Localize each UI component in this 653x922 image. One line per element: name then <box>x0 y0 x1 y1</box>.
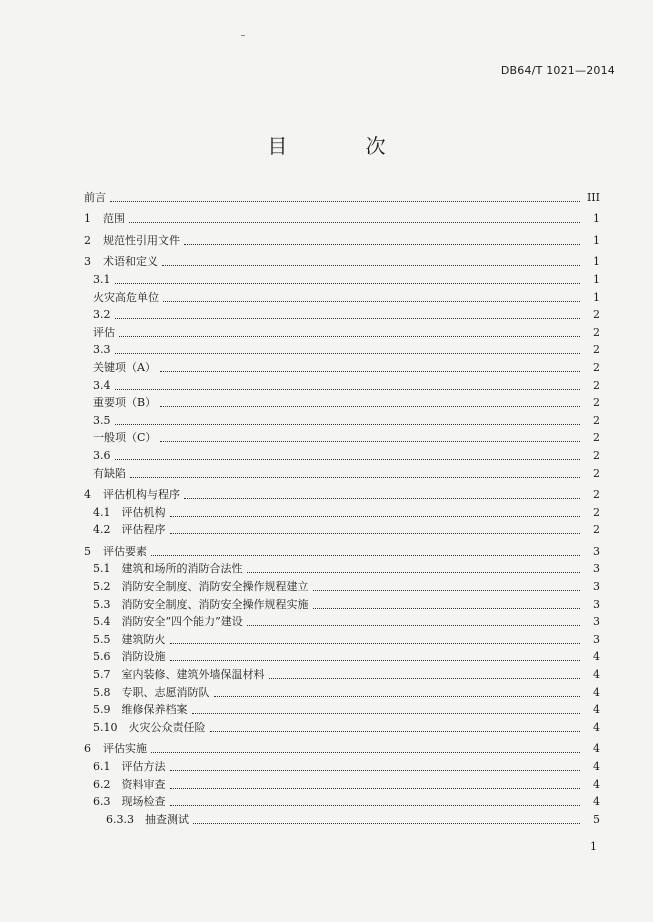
toc-entry-title: 评估方法 <box>121 760 166 773</box>
toc-entry-page: 4 <box>593 703 600 717</box>
toc-entry-title: 评估实施 <box>103 742 147 756</box>
toc-entry-number: 5.10 <box>93 720 118 734</box>
toc-entry[interactable] <box>84 269 600 287</box>
toc-entry-page: 2 <box>593 523 600 537</box>
toc-entry[interactable] <box>84 305 600 323</box>
toc-entry-page: III <box>586 190 600 204</box>
toc-dot-leader <box>115 423 581 425</box>
toc-entry[interactable] <box>84 700 600 718</box>
toc-entry-title: 消防安全“四个能力”建设 <box>121 615 243 629</box>
toc-dot-leader <box>151 751 580 753</box>
toc-entry-number: 5.8 <box>93 685 111 699</box>
toc-entry-title: 前言 <box>84 190 106 204</box>
toc-entry[interactable] <box>84 664 600 682</box>
toc-dot-leader <box>192 712 581 714</box>
toc-dot-leader <box>170 804 581 806</box>
toc-entry[interactable] <box>84 322 600 340</box>
toc-dot-leader <box>130 476 580 478</box>
toc-entry[interactable] <box>84 809 600 827</box>
toc-dot-leader <box>170 642 581 644</box>
toc-entry-title: 评估机构与程序 <box>103 488 180 502</box>
toc-entry[interactable] <box>84 739 600 757</box>
toc-entry-page: 3 <box>593 580 600 594</box>
toc-entry[interactable] <box>84 230 600 248</box>
toc-dot-leader <box>214 695 581 697</box>
toc-entry-title: 建筑防火 <box>121 632 166 646</box>
toc-entry-title: 维修保养档案 <box>121 703 188 717</box>
toc-entry-page: 1 <box>593 233 600 247</box>
toc-dot-leader <box>162 264 580 266</box>
toc-dot-leader <box>170 769 581 771</box>
toc-dot-leader <box>170 659 581 661</box>
toc-entry[interactable] <box>84 357 600 375</box>
toc-entry-title: 重要项（B） <box>93 396 157 410</box>
toc-entry-title: 规范性引用文件 <box>103 233 180 247</box>
toc-dot-leader <box>184 497 580 499</box>
toc-dot-leader <box>115 352 581 354</box>
toc-entry[interactable] <box>84 393 600 411</box>
toc-dot-leader <box>129 221 580 223</box>
toc-entry-number: 3.4 <box>93 378 111 392</box>
toc-dot-leader <box>160 440 580 442</box>
toc-entry-page: 3 <box>593 615 600 629</box>
toc-entry-number: 5.5 <box>93 632 111 646</box>
toc-dot-leader <box>184 243 580 245</box>
toc-entry-page: 2 <box>593 431 600 445</box>
toc-entry-number: 5.1 <box>93 562 111 576</box>
toc-entry[interactable] <box>84 682 600 700</box>
toc-entry-page: 4 <box>593 795 600 809</box>
toc-entry-number: 4.1 <box>93 505 111 519</box>
toc-entry[interactable] <box>84 576 600 594</box>
toc-dot-leader <box>160 370 580 372</box>
toc-dot-leader <box>115 458 581 460</box>
toc-entry-title: 范围 <box>103 212 125 226</box>
toc-entry-page: 2 <box>593 448 600 462</box>
toc-entry-title: 关键项（A） <box>93 360 156 374</box>
toc-entry-number: 3.1 <box>93 272 111 286</box>
toc-entry-title: 资料审查 <box>121 777 166 791</box>
toc-dot-leader <box>193 822 580 824</box>
toc-entry-page: 3 <box>593 632 600 646</box>
toc-entry-page: 1 <box>593 255 600 269</box>
toc-entry[interactable] <box>84 187 600 205</box>
toc-entry[interactable] <box>84 252 600 270</box>
toc-entry[interactable] <box>84 287 600 305</box>
toc-entry-number: 5 <box>84 544 91 558</box>
toc-entry-title: 有缺陷 <box>93 466 126 480</box>
toc-entry[interactable] <box>84 463 600 481</box>
toc-entry[interactable] <box>84 502 600 520</box>
toc-entry[interactable] <box>84 629 600 647</box>
toc-entry-number: 5.2 <box>93 580 111 594</box>
toc-entry[interactable] <box>84 756 600 774</box>
toc-entry-title: 消防设施 <box>121 650 166 664</box>
toc-entry-title: 消防安全制度、消防安全操作规程建立 <box>121 580 309 594</box>
toc-entry-number: 5.6 <box>93 650 111 664</box>
toc-entry-title: 建筑和场所的消防合法性 <box>121 562 243 576</box>
toc-entry-title: 评估程序 <box>121 523 166 537</box>
toc-entry-page: 2 <box>593 466 600 480</box>
toc-entry-number: 3.6 <box>93 448 111 462</box>
toc-entry-number: 5.7 <box>93 668 111 682</box>
toc-entry-page: 2 <box>593 413 600 427</box>
toc-entry[interactable] <box>84 375 600 393</box>
toc-entry-title: 评估要素 <box>103 544 147 558</box>
toc-entry[interactable] <box>84 340 600 358</box>
toc-dot-leader <box>115 317 581 319</box>
toc-entry-number: 6.3 <box>93 795 111 809</box>
toc-dot-leader <box>170 515 581 517</box>
toc-entry-number: 6 <box>84 742 91 756</box>
toc-entry[interactable] <box>84 774 600 792</box>
scan-artifact <box>241 35 245 36</box>
toc-entry[interactable] <box>84 485 600 503</box>
toc-entry[interactable] <box>84 445 600 463</box>
toc-dot-leader <box>247 624 580 626</box>
toc-entry-number: 3 <box>84 255 91 269</box>
toc-dot-leader <box>170 787 581 789</box>
toc-entry-page: 2 <box>593 308 600 322</box>
toc-entry-page: 4 <box>593 720 600 734</box>
toc-entry-page: 4 <box>593 650 600 664</box>
toc-dot-leader <box>151 554 580 556</box>
toc-entry-number: 5.4 <box>93 615 111 629</box>
toc-entry-title: 火灾高危单位 <box>93 290 159 304</box>
toc-entry-number: 5.9 <box>93 703 111 717</box>
toc-entry[interactable] <box>84 559 600 577</box>
toc-entry[interactable] <box>84 428 600 446</box>
toc-entry-page: 1 <box>593 272 600 286</box>
toc-entry-page: 1 <box>593 290 600 304</box>
toc-entry-page: 4 <box>593 777 600 791</box>
toc-entry-number: 4 <box>84 488 91 502</box>
toc-entry-page: 5 <box>593 812 600 826</box>
toc-entry[interactable] <box>84 520 600 538</box>
toc-entry-title: 评估 <box>93 325 115 339</box>
toc-entry-number: 2 <box>84 233 91 247</box>
toc-dot-leader <box>115 282 581 284</box>
toc-entry-title: 一般项（C） <box>93 431 157 445</box>
toc-entry-page: 4 <box>593 668 600 682</box>
footer-page-number: 1 <box>590 840 597 853</box>
toc-dot-leader <box>115 388 581 390</box>
toc-entry-page: 2 <box>593 488 600 502</box>
toc-entry-page: 3 <box>593 544 600 558</box>
toc-dot-leader <box>210 730 581 732</box>
toc-entry-page: 2 <box>593 505 600 519</box>
toc-entry-page: 3 <box>593 597 600 611</box>
toc-dot-leader <box>163 300 580 302</box>
toc-entry[interactable] <box>84 612 600 630</box>
toc-entry-title: 现场检查 <box>121 795 166 809</box>
toc-dot-leader <box>313 589 581 591</box>
toc-entry-title: 术语和定义 <box>103 255 158 269</box>
toc-entry-page: 4 <box>593 685 600 699</box>
toc-entry[interactable] <box>84 209 600 227</box>
toc-entry-page: 4 <box>593 742 600 756</box>
toc-entry-page: 2 <box>593 378 600 392</box>
toc-entry-number: 3.3 <box>93 343 111 357</box>
toc-entry-title: 火灾公众责任险 <box>128 720 206 734</box>
toc-dot-leader <box>247 571 581 573</box>
toc-dot-leader <box>119 335 580 337</box>
toc-entry[interactable] <box>84 594 600 612</box>
toc-entry-number: 1 <box>84 212 91 226</box>
toc-entry-title: 抽查测试 <box>145 812 189 826</box>
toc-entry-number: 3.2 <box>93 308 111 322</box>
toc-entry-title: 专职、志愿消防队 <box>121 685 210 699</box>
toc-entry[interactable] <box>84 792 600 810</box>
page-title: 目 次 <box>267 134 422 158</box>
toc-entry-number: 6.3.3 <box>106 812 134 826</box>
toc-entry-number: 5.3 <box>93 597 111 611</box>
table-of-contents <box>84 187 600 827</box>
toc-dot-leader <box>160 405 580 407</box>
toc-entry-title: 室内装修、建筑外墙保温材料 <box>121 668 265 682</box>
toc-entry[interactable] <box>84 717 600 735</box>
toc-dot-leader <box>110 200 580 202</box>
toc-entry-page: 2 <box>593 360 600 374</box>
toc-entry-number: 4.2 <box>93 523 111 537</box>
toc-entry-page: 3 <box>593 562 600 576</box>
toc-dot-leader <box>170 532 581 534</box>
toc-entry-number: 3.5 <box>93 413 111 427</box>
toc-entry-number: 6.1 <box>93 760 111 773</box>
toc-entry-page: 2 <box>593 396 600 410</box>
toc-entry-page: 2 <box>593 343 600 357</box>
toc-entry-page: 2 <box>593 325 600 339</box>
toc-entry-title: 评估机构 <box>121 505 166 519</box>
toc-dot-leader <box>269 677 581 679</box>
toc-entry-number: 6.2 <box>93 777 111 791</box>
toc-entry-page: 4 <box>593 760 600 773</box>
document-code: DB64/T 1021—2014 <box>500 64 615 77</box>
toc-entry-page: 1 <box>593 212 600 226</box>
toc-entry[interactable] <box>84 410 600 428</box>
toc-entry[interactable] <box>84 647 600 665</box>
toc-dot-leader <box>313 607 581 609</box>
toc-entry[interactable] <box>84 541 600 559</box>
toc-entry-title: 消防安全制度、消防安全操作规程实施 <box>121 597 309 611</box>
